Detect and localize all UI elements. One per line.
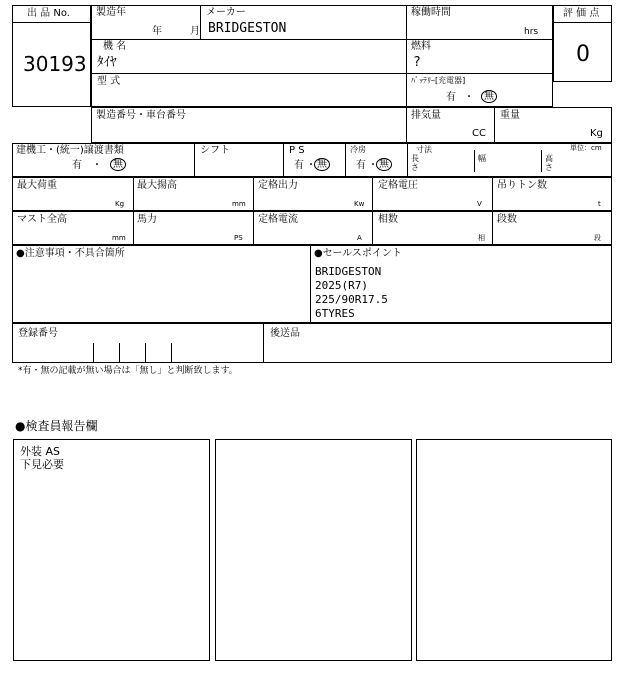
weight-label: 重量: [500, 110, 520, 121]
spec-row-3: [12, 211, 612, 245]
rating-value: 0: [576, 42, 590, 67]
hoist-unit: t: [598, 200, 601, 208]
lot-number: 30193: [23, 52, 87, 76]
type-label: 型 式: [97, 76, 121, 87]
fuel-value: ?: [413, 55, 421, 70]
shipping-label: 後送品: [270, 328, 300, 339]
ps-no-circled: 無: [314, 158, 330, 171]
reg-number-label: 登録番号: [18, 328, 58, 339]
dims-unit: 単位：cm: [570, 144, 602, 152]
maker-label: メーカー: [206, 7, 246, 18]
mast-unit: mm: [112, 234, 126, 242]
length-label: 長 さ: [411, 154, 419, 172]
phase-unit: 相: [478, 234, 485, 242]
rated-output-label: 定格出力: [258, 180, 298, 191]
ps-dot: ・: [306, 160, 316, 171]
inspector-title: ●検査員報告欄: [15, 419, 98, 433]
transfer-doc-no-circled: 無: [110, 158, 126, 171]
shift-label: シフト: [200, 145, 230, 156]
sales-point-line: 2025(R7): [315, 279, 368, 292]
model-name-value: ﾀｲﾔ: [97, 55, 117, 70]
inspector-note: 外装 AS: [20, 445, 61, 458]
serial-label: 製造番号・車台番号: [96, 110, 186, 121]
rated-output-unit: Kw: [354, 200, 365, 208]
inspector-note: 下見必要: [20, 458, 64, 471]
rating-label: 評 価 点: [563, 8, 600, 19]
mast-label: マスト全高: [17, 214, 67, 225]
year-unit: 年: [152, 26, 162, 37]
displacement-label: 排気量: [411, 110, 441, 121]
rated-voltage-unit: V: [477, 200, 482, 208]
stages-unit: 段: [594, 234, 601, 242]
hp-unit: PS: [234, 234, 243, 242]
transfer-doc-yes: 有: [72, 160, 82, 171]
inspector-box-1: [13, 439, 210, 661]
sales-point-line: 225/90R17.5: [315, 293, 388, 306]
max-lift-label: 最大揚高: [137, 180, 177, 191]
sales-point-line: BRIDGESTON: [315, 265, 382, 278]
cc-unit: CC: [472, 128, 486, 139]
caution-label: ●注意事項・不具合箇所: [16, 248, 125, 259]
cooler-yes: 有: [356, 160, 366, 171]
ps-yes: 有: [294, 160, 304, 171]
max-load-label: 最大荷重: [17, 180, 57, 191]
height-label: 高 さ: [545, 154, 553, 172]
hours-unit: hrs: [524, 27, 539, 37]
fuel-label: 燃料: [411, 41, 431, 52]
max-load-unit: Kg: [115, 200, 125, 208]
inspector-box-3: [416, 439, 612, 661]
lot-number-cell: [12, 5, 91, 107]
transfer-doc-label: 建機工・(統一)譲渡書類: [16, 145, 124, 156]
footnote: *有・無の記載が無い場合は「無し」と判断致します。: [18, 366, 238, 376]
sales-point-line: 6TYRES: [315, 307, 355, 320]
phase-label: 相数: [378, 214, 398, 225]
hp-label: 馬力: [137, 214, 157, 225]
rated-current-unit: A: [357, 234, 362, 242]
battery-dot: ・: [464, 92, 474, 103]
hoist-label: 吊りトン数: [497, 180, 547, 191]
rated-voltage-label: 定格電圧: [378, 180, 418, 191]
cooler-no-circled: 無: [376, 158, 392, 171]
rating-cell: [553, 5, 612, 82]
inspector-box-2: [215, 439, 412, 661]
max-lift-unit: mm: [232, 200, 246, 208]
hours-label: 稼働時間: [411, 7, 451, 18]
battery-no-circled: 無: [481, 90, 497, 103]
model-name-label: 機 名: [103, 41, 127, 52]
cooler-dot: ・: [368, 160, 378, 171]
kg-unit: Kg: [590, 128, 603, 139]
maker-value: BRIDGESTON: [208, 21, 287, 36]
month-unit: 月: [190, 26, 200, 37]
stages-label: 段数: [497, 214, 517, 225]
battery-label: ﾊﾞｯﾃﾘｰ[充電器]: [411, 76, 466, 85]
registration-row: [12, 323, 612, 363]
rated-current-label: 定格電流: [258, 214, 298, 225]
width-label: 幅: [478, 154, 486, 163]
mfg-year-label: 製造年: [96, 7, 126, 18]
lot-number-label: 出 品 No.: [27, 8, 70, 19]
cooler-label: 冷房: [350, 145, 366, 154]
battery-yes: 有: [446, 92, 456, 103]
sales-point-label: ●セールスポイント: [314, 248, 402, 259]
transfer-doc-dot: ・: [92, 160, 102, 171]
dims-label: 寸法: [416, 145, 432, 154]
ps-label: P S: [289, 145, 305, 156]
